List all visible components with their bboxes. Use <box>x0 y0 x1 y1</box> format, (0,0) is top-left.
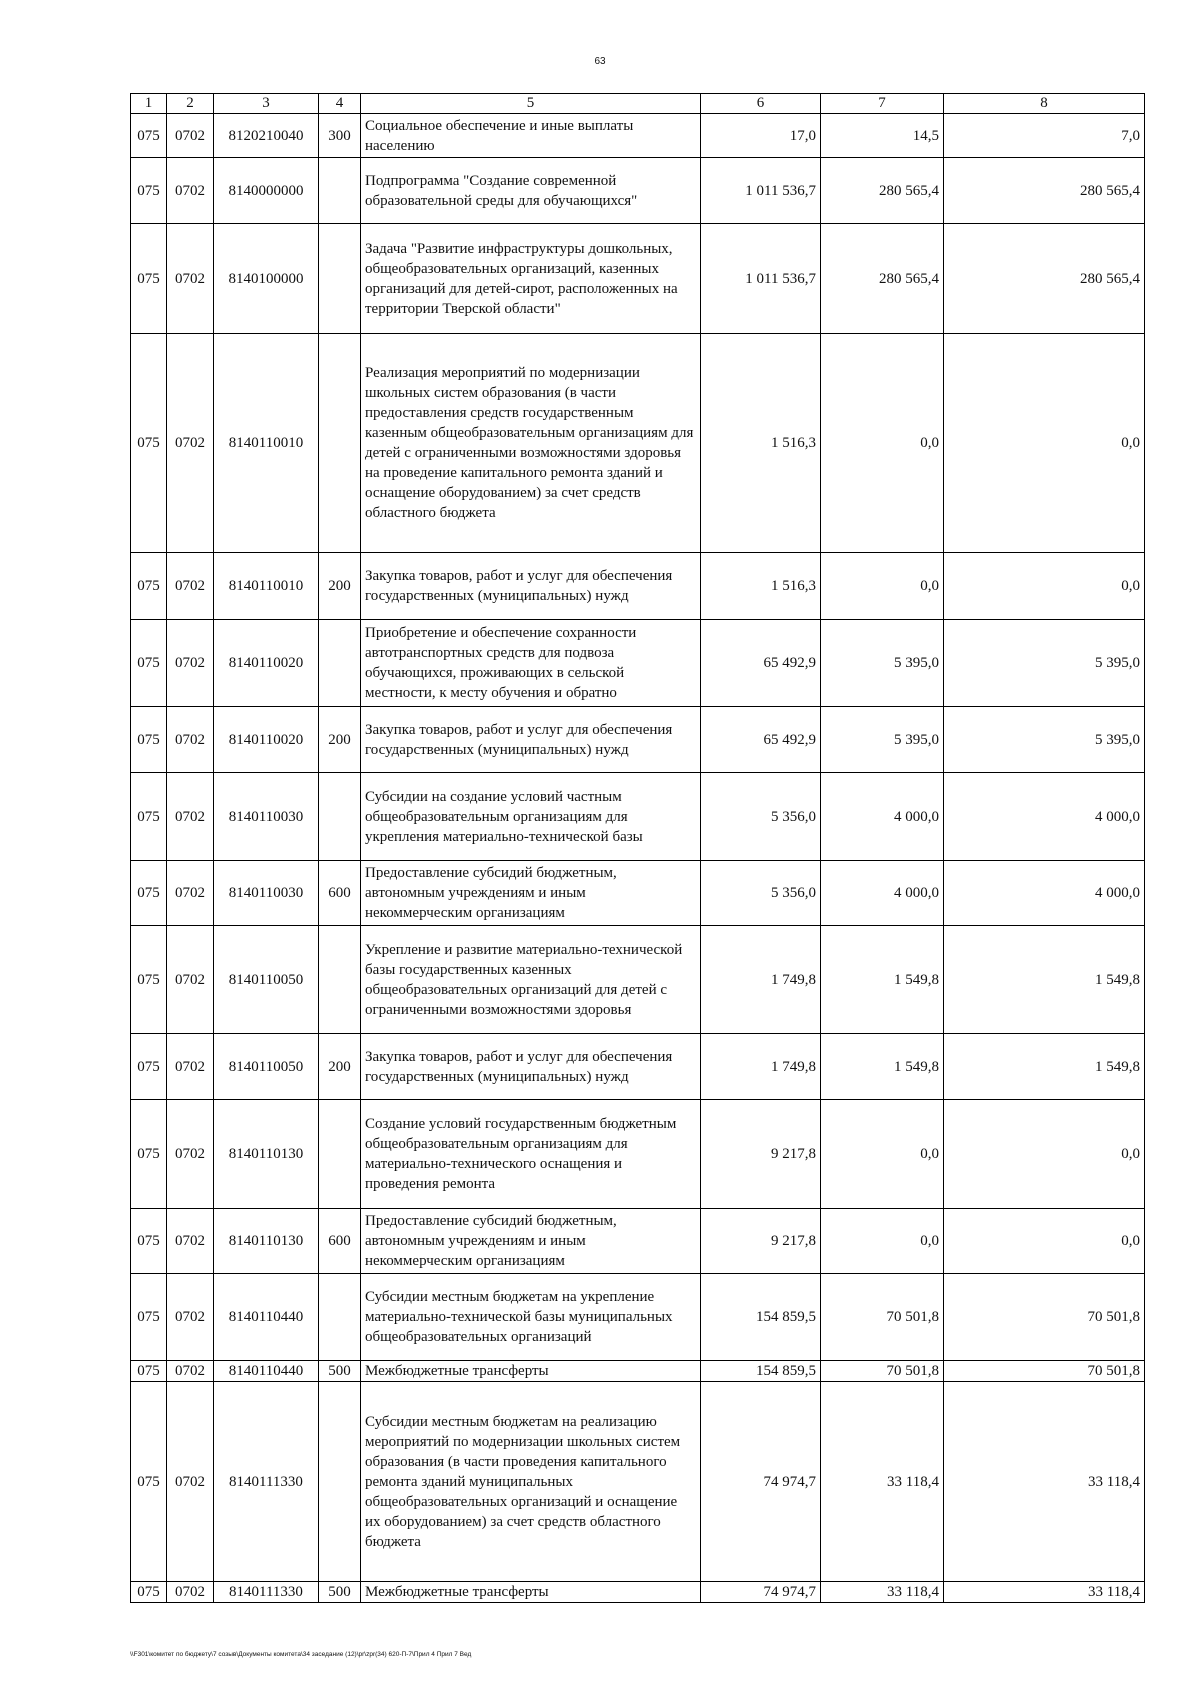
cell-value-7: 33 118,4 <box>821 1582 944 1603</box>
cell-admin-code: 075 <box>131 773 167 861</box>
cell-value-6: 1 749,8 <box>701 1034 821 1100</box>
cell-section-code: 0702 <box>167 707 214 773</box>
cell-expense-type: 200 <box>319 707 361 773</box>
cell-admin-code: 075 <box>131 1100 167 1209</box>
cell-description: Создание условий государственным бюджетным общеобразовательным организациям для материально-технического оснащения и проведения ремонта <box>361 1100 701 1209</box>
cell-description: Закупка товаров, работ и услуг для обеспечения государственных (муниципальных) нужд <box>361 553 701 620</box>
cell-target-code: 8140110050 <box>214 926 319 1034</box>
cell-expense-type <box>319 1274 361 1361</box>
cell-value-6: 5 356,0 <box>701 773 821 861</box>
cell-value-6: 9 217,8 <box>701 1209 821 1274</box>
table-row <box>131 773 1145 861</box>
table-row <box>131 1209 1145 1274</box>
cell-value-7: 1 549,8 <box>821 926 944 1034</box>
table-row <box>131 1034 1145 1100</box>
cell-value-7: 0,0 <box>821 334 944 553</box>
table-row <box>131 1361 1145 1382</box>
cell-value-6: 154 859,5 <box>701 1361 821 1382</box>
cell-section-code: 0702 <box>167 158 214 224</box>
cell-description: Межбюджетные трансферты <box>361 1582 701 1603</box>
cell-value-6: 1 011 536,7 <box>701 158 821 224</box>
cell-value-7: 5 395,0 <box>821 707 944 773</box>
cell-value-8: 0,0 <box>944 553 1145 620</box>
cell-description: Социальное обеспечение и иные выплаты населению <box>361 114 701 158</box>
cell-value-7: 33 118,4 <box>821 1382 944 1582</box>
cell-target-code: 8140110440 <box>214 1274 319 1361</box>
cell-description: Субсидии местным бюджетам на укрепление материально-технической базы муниципальных общеобразовательных организаций <box>361 1274 701 1361</box>
cell-expense-type: 600 <box>319 861 361 926</box>
cell-admin-code: 075 <box>131 620 167 707</box>
cell-target-code: 8140110440 <box>214 1361 319 1382</box>
cell-expense-type: 200 <box>319 1034 361 1100</box>
cell-description: Задача "Развитие инфраструктуры дошкольных, общеобразовательных организаций, казенных организаций для детей-сирот, расположенных на территории Тверской области" <box>361 224 701 334</box>
cell-admin-code: 075 <box>131 1034 167 1100</box>
budget-table <box>130 93 1145 1603</box>
cell-value-6: 1 516,3 <box>701 334 821 553</box>
cell-admin-code: 075 <box>131 114 167 158</box>
cell-target-code: 8140100000 <box>214 224 319 334</box>
column-header: 8 <box>944 94 1145 114</box>
cell-section-code: 0702 <box>167 773 214 861</box>
cell-admin-code: 075 <box>131 553 167 620</box>
cell-description: Подпрограмма "Создание современной образовательной среды для обучающихся" <box>361 158 701 224</box>
header-row <box>131 94 1145 114</box>
cell-value-8: 280 565,4 <box>944 158 1145 224</box>
table-row <box>131 553 1145 620</box>
table-row <box>131 224 1145 334</box>
cell-value-6: 65 492,9 <box>701 620 821 707</box>
cell-value-7: 0,0 <box>821 1209 944 1274</box>
cell-expense-type <box>319 1100 361 1209</box>
cell-value-6: 1 749,8 <box>701 926 821 1034</box>
cell-target-code: 8140110010 <box>214 334 319 553</box>
cell-value-8: 4 000,0 <box>944 861 1145 926</box>
table-row <box>131 707 1145 773</box>
cell-value-7: 14,5 <box>821 114 944 158</box>
cell-section-code: 0702 <box>167 114 214 158</box>
cell-value-8: 33 118,4 <box>944 1582 1145 1603</box>
cell-value-7: 1 549,8 <box>821 1034 944 1100</box>
cell-section-code: 0702 <box>167 1209 214 1274</box>
column-header: 5 <box>361 94 701 114</box>
cell-value-8: 0,0 <box>944 1100 1145 1209</box>
cell-target-code: 8140110130 <box>214 1100 319 1209</box>
cell-target-code: 8120210040 <box>214 114 319 158</box>
cell-expense-type: 500 <box>319 1361 361 1382</box>
cell-description: Закупка товаров, работ и услуг для обеспечения государственных (муниципальных) нужд <box>361 1034 701 1100</box>
cell-admin-code: 075 <box>131 1582 167 1603</box>
table-row <box>131 1382 1145 1582</box>
cell-value-6: 74 974,7 <box>701 1582 821 1603</box>
cell-target-code: 8140110030 <box>214 773 319 861</box>
cell-expense-type <box>319 158 361 224</box>
cell-expense-type <box>319 1382 361 1582</box>
cell-target-code: 8140111330 <box>214 1382 319 1582</box>
cell-value-7: 0,0 <box>821 1100 944 1209</box>
table-row <box>131 114 1145 158</box>
cell-description: Предоставление субсидий бюджетным, автономным учреждениям и иным некоммерческим организациям <box>361 861 701 926</box>
cell-value-6: 1 516,3 <box>701 553 821 620</box>
cell-section-code: 0702 <box>167 1361 214 1382</box>
cell-expense-type <box>319 773 361 861</box>
cell-target-code: 8140110050 <box>214 1034 319 1100</box>
cell-admin-code: 075 <box>131 707 167 773</box>
cell-value-7: 0,0 <box>821 553 944 620</box>
cell-value-8: 70 501,8 <box>944 1274 1145 1361</box>
cell-value-7: 70 501,8 <box>821 1361 944 1382</box>
cell-section-code: 0702 <box>167 926 214 1034</box>
cell-description: Реализация мероприятий по модернизации школьных систем образования (в части предоставления средств государственным казенным общеобразовательным организациям для детей с ограниченными возможностями здоровья на проведение капитального ремонта зданий и оснащение оборудованием) за счет средств областного бюджета <box>361 334 701 553</box>
cell-value-7: 4 000,0 <box>821 773 944 861</box>
cell-value-6: 65 492,9 <box>701 707 821 773</box>
cell-admin-code: 075 <box>131 334 167 553</box>
cell-admin-code: 075 <box>131 861 167 926</box>
cell-value-8: 33 118,4 <box>944 1382 1145 1582</box>
cell-admin-code: 075 <box>131 926 167 1034</box>
cell-expense-type: 300 <box>319 114 361 158</box>
cell-value-8: 4 000,0 <box>944 773 1145 861</box>
column-header: 1 <box>131 94 167 114</box>
column-header: 6 <box>701 94 821 114</box>
cell-value-7: 70 501,8 <box>821 1274 944 1361</box>
table-row <box>131 861 1145 926</box>
column-header: 2 <box>167 94 214 114</box>
cell-value-6: 17,0 <box>701 114 821 158</box>
cell-section-code: 0702 <box>167 1274 214 1361</box>
cell-admin-code: 075 <box>131 1361 167 1382</box>
file-path-footer: \\F301\комитет по бюджету\7 созыв\Документы комитета\34 заседание (12)\pr\zpr(34) 620-П-7\Прил 4 Прил 7 Вед <box>130 1651 472 1658</box>
cell-description: Субсидии местным бюджетам на реализацию мероприятий по модернизации школьных систем образования (в части проведения капитального ремонта зданий муниципальных общеобразовательных организаций и оснащение их оборудованием) за счет средств областного бюджета <box>361 1382 701 1582</box>
table-row <box>131 158 1145 224</box>
cell-description: Межбюджетные трансферты <box>361 1361 701 1382</box>
cell-target-code: 8140110030 <box>214 861 319 926</box>
cell-section-code: 0702 <box>167 334 214 553</box>
cell-expense-type <box>319 224 361 334</box>
cell-value-6: 74 974,7 <box>701 1382 821 1582</box>
cell-value-7: 5 395,0 <box>821 620 944 707</box>
cell-section-code: 0702 <box>167 553 214 620</box>
cell-expense-type <box>319 620 361 707</box>
cell-section-code: 0702 <box>167 1382 214 1582</box>
cell-section-code: 0702 <box>167 1582 214 1603</box>
cell-target-code: 8140110130 <box>214 1209 319 1274</box>
cell-value-8: 0,0 <box>944 334 1145 553</box>
cell-value-6: 1 011 536,7 <box>701 224 821 334</box>
cell-value-8: 7,0 <box>944 114 1145 158</box>
cell-value-7: 4 000,0 <box>821 861 944 926</box>
cell-admin-code: 075 <box>131 1382 167 1582</box>
page-number: 63 <box>594 56 606 67</box>
cell-value-8: 5 395,0 <box>944 620 1145 707</box>
cell-expense-type <box>319 334 361 553</box>
cell-value-8: 5 395,0 <box>944 707 1145 773</box>
cell-value-6: 154 859,5 <box>701 1274 821 1361</box>
cell-target-code: 8140110010 <box>214 553 319 620</box>
cell-expense-type <box>319 926 361 1034</box>
cell-value-7: 280 565,4 <box>821 158 944 224</box>
table-row <box>131 1274 1145 1361</box>
table-row <box>131 926 1145 1034</box>
cell-expense-type: 500 <box>319 1582 361 1603</box>
cell-target-code: 8140000000 <box>214 158 319 224</box>
cell-admin-code: 075 <box>131 158 167 224</box>
cell-description: Закупка товаров, работ и услуг для обеспечения государственных (муниципальных) нужд <box>361 707 701 773</box>
cell-value-6: 5 356,0 <box>701 861 821 926</box>
cell-target-code: 8140111330 <box>214 1582 319 1603</box>
table-row <box>131 1582 1145 1603</box>
cell-description: Субсидии на создание условий частным общеобразовательным организациям для укрепления материально-технической базы <box>361 773 701 861</box>
cell-admin-code: 075 <box>131 1209 167 1274</box>
cell-section-code: 0702 <box>167 1034 214 1100</box>
cell-value-8: 1 549,8 <box>944 926 1145 1034</box>
cell-admin-code: 075 <box>131 1274 167 1361</box>
cell-value-7: 280 565,4 <box>821 224 944 334</box>
cell-admin-code: 075 <box>131 224 167 334</box>
cell-description: Приобретение и обеспечение сохранности автотранспортных средств для подвоза обучающихся, проживающих в сельской местности, к месту обучения и обратно <box>361 620 701 707</box>
cell-value-8: 280 565,4 <box>944 224 1145 334</box>
column-header: 4 <box>319 94 361 114</box>
cell-expense-type: 200 <box>319 553 361 620</box>
column-header: 7 <box>821 94 944 114</box>
table-row <box>131 620 1145 707</box>
cell-value-8: 0,0 <box>944 1209 1145 1274</box>
cell-value-8: 70 501,8 <box>944 1361 1145 1382</box>
column-header: 3 <box>214 94 319 114</box>
cell-section-code: 0702 <box>167 224 214 334</box>
cell-description: Укрепление и развитие материально-технической базы государственных казенных общеобразовательных организаций для детей с ограниченными возможностями здоровья <box>361 926 701 1034</box>
table-row <box>131 1100 1145 1209</box>
cell-target-code: 8140110020 <box>214 707 319 773</box>
cell-value-8: 1 549,8 <box>944 1034 1145 1100</box>
cell-target-code: 8140110020 <box>214 620 319 707</box>
cell-expense-type: 600 <box>319 1209 361 1274</box>
cell-section-code: 0702 <box>167 620 214 707</box>
cell-value-6: 9 217,8 <box>701 1100 821 1209</box>
cell-section-code: 0702 <box>167 1100 214 1209</box>
cell-description: Предоставление субсидий бюджетным, автономным учреждениям и иным некоммерческим организациям <box>361 1209 701 1274</box>
table-row <box>131 334 1145 553</box>
cell-section-code: 0702 <box>167 861 214 926</box>
